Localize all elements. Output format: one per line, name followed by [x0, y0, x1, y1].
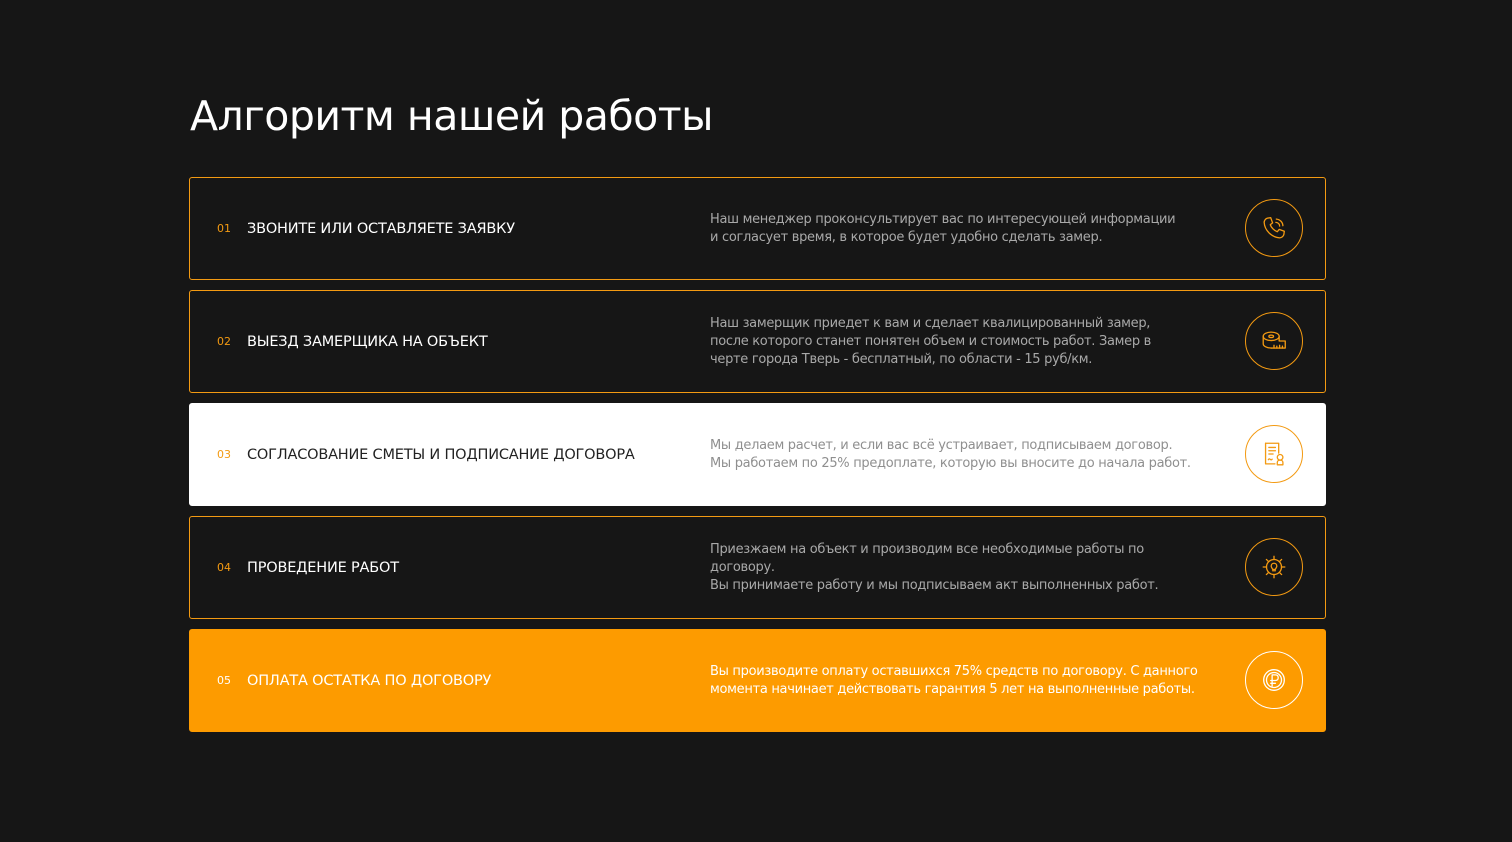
step-description-line: Вы принимаете работу и мы подписываем акт выполненных работ.: [710, 577, 1159, 593]
step-card-1[interactable]: [189, 177, 1326, 280]
step-number: 03: [217, 448, 231, 461]
step-title: ЗВОНИТЕ ИЛИ ОСТАВЛЯЕТЕ ЗАЯВКУ: [247, 220, 515, 237]
step-title: СОГЛАСОВАНИЕ СМЕТЫ И ПОДПИСАНИЕ ДОГОВОРА: [247, 446, 635, 463]
step-description-line: и согласует время, в которое будет удобно сделать замер.: [710, 229, 1103, 245]
step-card-4[interactable]: [189, 516, 1326, 619]
step-title: ВЫЕЗД ЗАМЕРЩИКА НА ОБЪЕКТ: [247, 333, 488, 350]
step-title: ОПЛАТА ОСТАТКА ПО ДОГОВОРУ: [247, 672, 492, 689]
step-number: 05: [217, 674, 231, 687]
step-card-2[interactable]: [189, 290, 1326, 393]
step-description: [710, 178, 1210, 279]
step-number: 01: [217, 222, 231, 235]
step-description-line: Наш замерщик приедет к вам и сделает квалицированный замер,: [710, 315, 1151, 331]
step-description-line: Мы делаем расчет, и если вас всё устраивает, подписываем договор.: [710, 437, 1173, 453]
step-number: 04: [217, 561, 231, 574]
step-description-line: после которого станет понятен объем и стоимость работ. Замер в: [710, 333, 1152, 349]
step-description-line: Наш менеджер проконсультирует вас по интересующей информации: [710, 211, 1176, 227]
step-description-line: момента начинает действовать гарантия 5 лет на выполненные работы.: [710, 681, 1195, 697]
steps-list: [189, 177, 1326, 742]
step-description: [710, 517, 1210, 618]
page-title: Алгоритм нашей работы: [190, 92, 714, 140]
phone-icon: [1245, 199, 1303, 257]
step-description: [710, 630, 1210, 731]
step-description-line: Приезжаем на объект и производим все необходимые работы по договору.: [710, 541, 1144, 575]
gear-icon: [1245, 538, 1303, 596]
step-description-line: Мы работаем по 25% предоплате, которую вы вносите до начала работ.: [710, 455, 1191, 471]
step-description: [710, 404, 1210, 505]
step-title: ПРОВЕДЕНИЕ РАБОТ: [247, 559, 399, 576]
step-description-line: черте города Тверь - бесплатный, по области - 15 руб/км.: [710, 351, 1093, 367]
step-description-line: Вы производите оплату оставшихся 75% средств по договору. С данного: [710, 663, 1198, 679]
ruble-coin-icon: [1245, 651, 1303, 709]
step-card-5[interactable]: [189, 629, 1326, 732]
step-number: 02: [217, 335, 231, 348]
step-description: [710, 291, 1210, 392]
tape-measure-icon: [1245, 312, 1303, 370]
step-card-3[interactable]: [189, 403, 1326, 506]
contract-icon: [1245, 425, 1303, 483]
